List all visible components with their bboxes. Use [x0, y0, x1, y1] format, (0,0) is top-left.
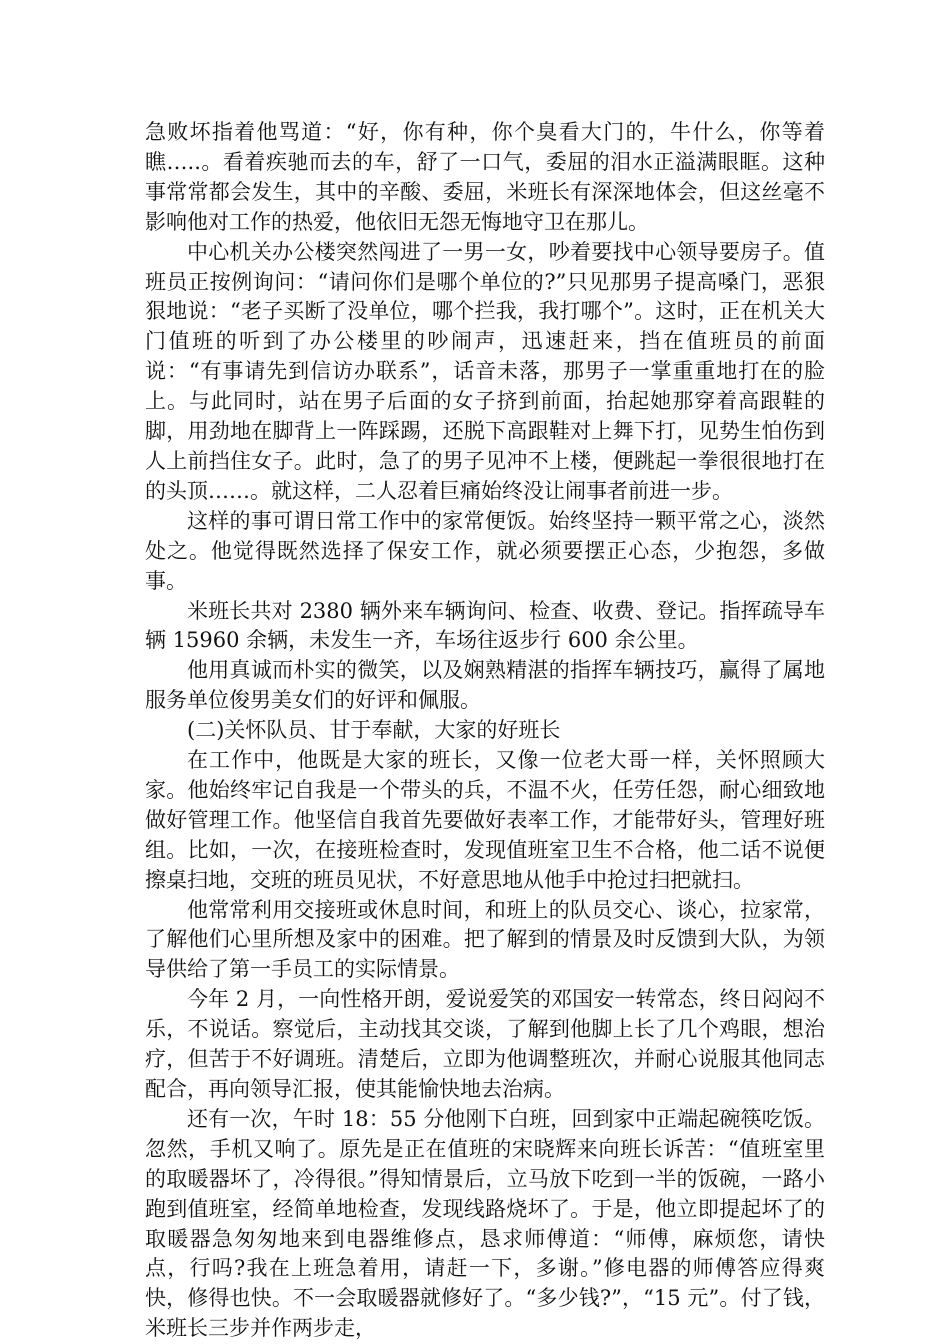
paragraph-8: 他常常利用交接班或休息时间，和班上的队员交心、谈心，拉家常，了解他们心里所想及家中的困难。把了解到的情景及时反馈到大队，为领导供给了第一手员工的实际情景。 [145, 897, 825, 982]
paragraph-5: 他用真诚而朴实的微笑，以及娴熟精湛的指挥车辆技巧，赢得了属地服务单位俊男美女们的好评和佩服。 [145, 658, 825, 713]
document-body [145, 118, 825, 1344]
paragraph-3: 这样的事可谓日常工作中的家常便饭。始终坚持一颗平常之心，淡然处之。他觉得既然选择了保安工作，就必须要摆正心态，少抱怨，多做事。 [145, 508, 825, 593]
paragraph-2: 中心机关办公楼突然闯进了一男一女，吵着要找中心领导要房子。值班员正按例询问：“请问你们是哪个单位的?”只见那男子提高嗓门，恶狠狠地说：“老子买断了没单位，哪个拦我，我打哪个”。这时，正在机关大门值班的听到了办公楼里的吵闹声，迅速赶来，挡在值班员的前面说：“有事请先到信访办联系”，话音未落，那男子一掌重重地打在的脸上。与此同时，站在男子后面的女子挤到前面，抬起她那穿着高跟鞋的脚，用劲地在脚背上一阵踩踢，还脱下高跟鞋对上舞下打，见势生怕伤到人上前挡住女子。此时，急了的男子见冲不上楼，便跳起一拳很很地打在的头顶……。就这样，二人忍着巨痛始终没让闹事者前进一步。 [145, 239, 825, 503]
section-heading: (二)关怀队员、甘于奉献，大家的好班长 [187, 718, 561, 743]
paragraph-7: 在工作中，他既是大家的班长，又像一位老大哥一样，关怀照顾大家。他始终牢记自我是一个带头的兵，不温不火，任劳任怨，耐心细致地做好管理工作。他坚信自我首先要做好表率工作，才能带好头，管理好班组。比如，一次，在接班检查时，发现值班室卫生不合格，他二话不说便擦桌扫地，交班的班员见状，不好意思地从他手中抢过扫把就扫。 [145, 748, 825, 892]
paragraph-9: 今年 2 月，一向性格开朗，爱说爱笑的邓国安一转常态，终日闷闷不乐，不说话。察觉后，主动找其交谈，了解到他脚上长了几个鸡眼，想治疗，但苦于不好调班。清楚后，立即为他调整班次，并耐心说服其他同志配合，再向领导汇报，使其能愉快地去治病。 [145, 987, 825, 1101]
paragraph-4: 米班长共对 2380 辆外来车辆询问、检查、收费、登记。指挥疏导车辆 15960 余辆，未发生一齐，车场往返步行 600 余公里。 [145, 598, 825, 653]
paragraph-10: 还有一次，午时 18：55 分他刚下白班，回到家中正端起碗筷吃饭。忽然，手机又响了。原先是正在值班的宋晓辉来向班长诉苦：“值班室里的取暖器坏了，冷得很。”得知情景后，立马放下吃到一半的饭碗，一路小跑到值班室，经简单地检查，发现线路烧坏了。于是，他立即提起坏了的取暖器急匆匆地来到电器维修点，恳求师傅道：“师傅，麻烦您，请快点，行吗?我在上班急着用，请赶一下，多谢。”修电器的师傅答应得爽快，修得也快。不一会取暖器就修好了。“多少钱?”，“15 元”。付了钱，米班长三步并作两步走， [145, 1106, 825, 1341]
paragraph-1: 急败坏指着他骂道：“好，你有种，你个臭看大门的，牛什么，你等着瞧…..。看着疾驰而去的车，舒了一口气，委屈的泪水正溢满眼眶。这种事常常都会发生，其中的辛酸、委屈，米班长有深深地体会，但这丝毫不影响他对工作的热爱，他依旧无怨无悔地守卫在那儿。 [145, 120, 825, 234]
